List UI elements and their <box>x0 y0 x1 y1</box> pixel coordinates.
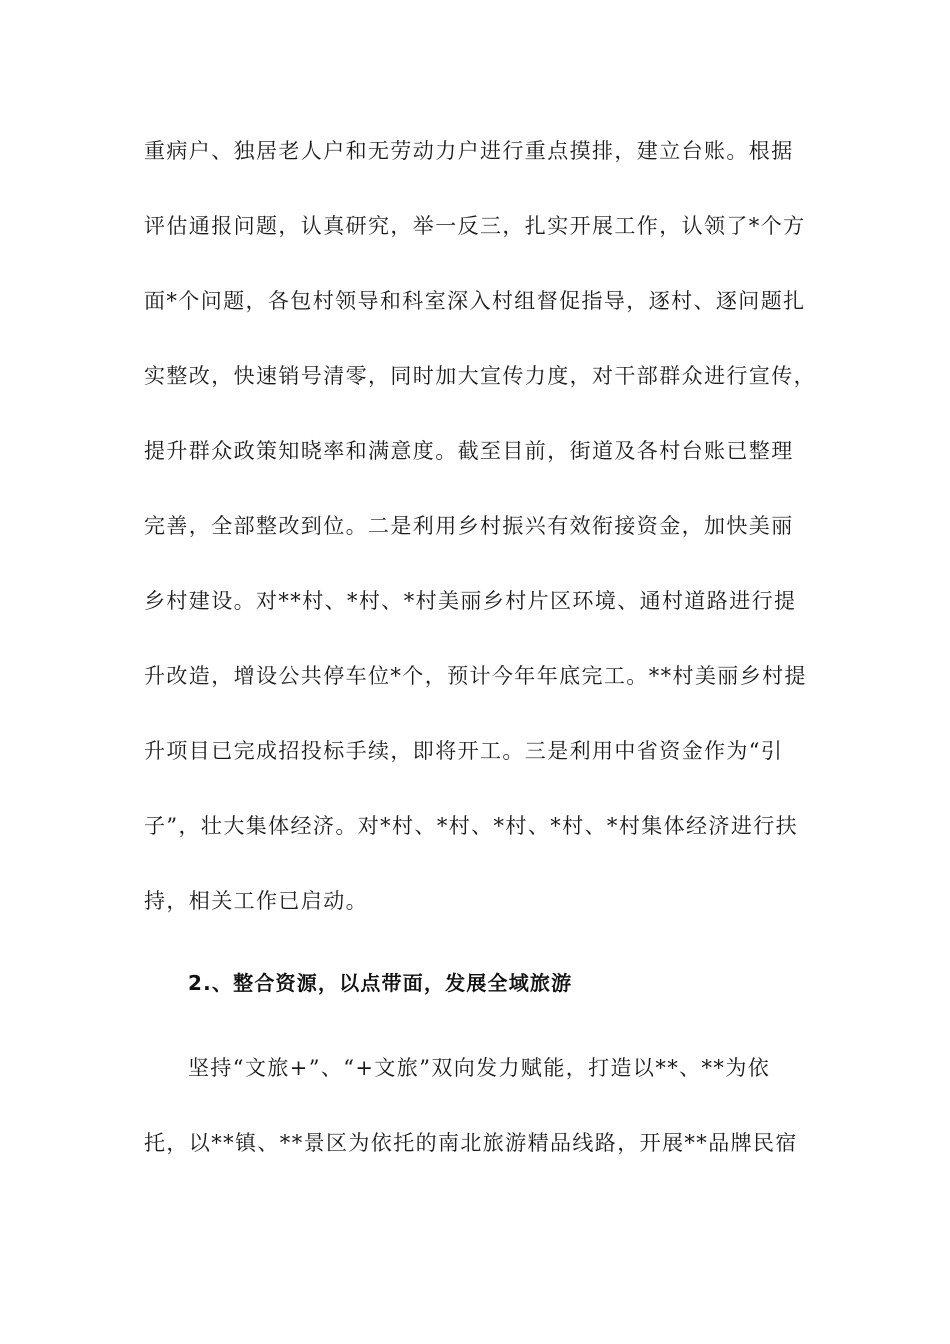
body-text-line: 坚持“文旅+”、“+文旅”双向发力赋能，打造以**、**为依 <box>188 1056 771 1080</box>
body-text-line: 重病户、独居老人户和无劳动力户进行重点摸排，建立台账。根据 <box>144 139 794 163</box>
body-text-line: 升改造，增设公共停车位*个，预计今年年底完工。**村美丽乡村提 <box>144 664 807 688</box>
body-text-line: 评估通报问题，认真研究，举一反三，扎实开展工作，认领了*个方 <box>144 214 806 238</box>
body-text-line: 提升群众政策知晓率和满意度。截至目前，街道及各村台账已整理 <box>144 439 794 463</box>
body-text-line: 托，以**镇、**景区为依托的南北旅游精品线路，开展**品牌民宿 <box>144 1131 798 1155</box>
body-text-line: 乡村建设。对**村、*村、*村美丽乡村片区环境、通村道路进行提 <box>144 589 797 613</box>
section-heading: 2.、整合资源，以点带面，发展全域旅游 <box>188 971 573 995</box>
body-text-line: 完善，全部整改到位。二是利用乡村振兴有效衔接资金，加快美丽 <box>144 514 794 538</box>
body-text-line: 实整改，快速销号清零，同时加大宣传力度，对干部群众进行宣传， <box>144 364 816 388</box>
body-text-line: 面*个问题，各包村领导和科室深入村组督促指导，逐村、逐问题扎 <box>144 289 806 313</box>
body-text-line: 持，相关工作已启动。 <box>144 889 368 913</box>
body-text-line: 子”，壮大集体经济。对*村、*村、*村、*村、*村集体经济进行扶 <box>144 814 799 838</box>
body-text-line: 升项目已完成招投标手续，即将开工。三是利用中省资金作为“引 <box>144 739 784 763</box>
